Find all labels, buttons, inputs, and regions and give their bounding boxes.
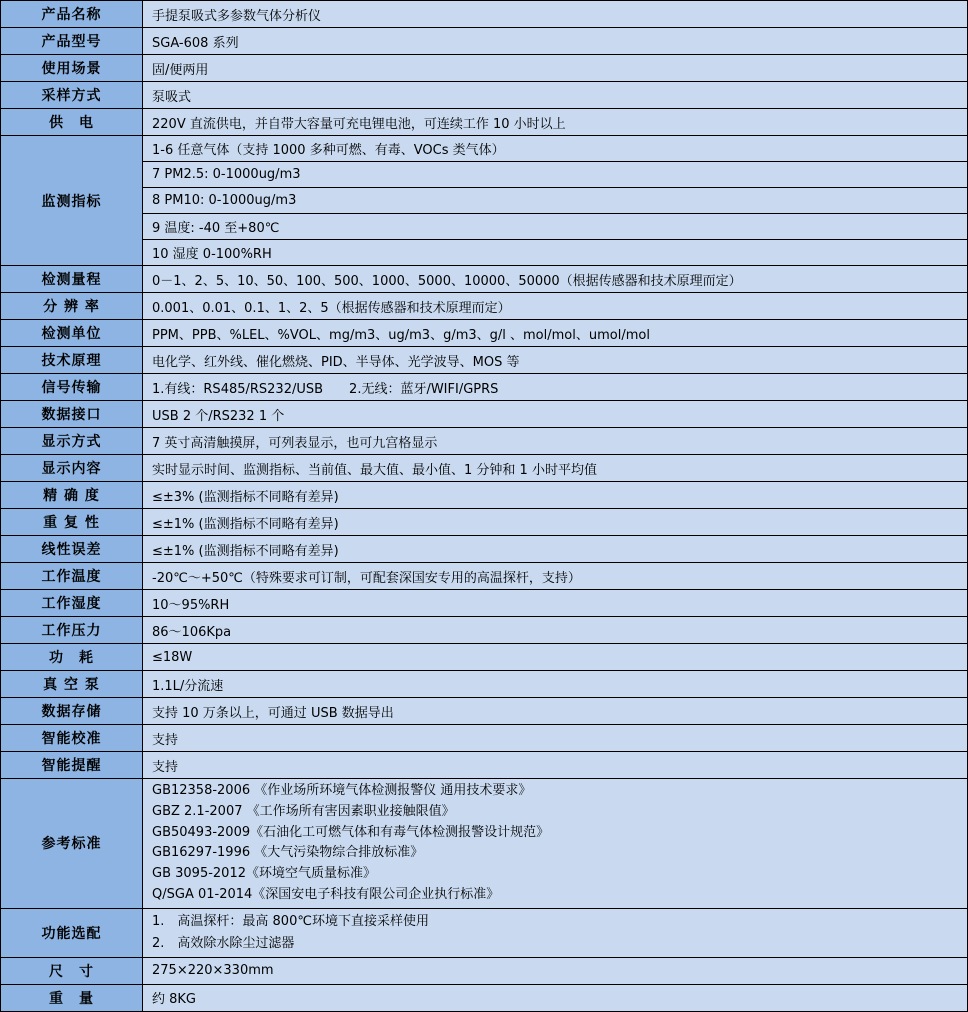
table-row	[1, 482, 968, 509]
spec-value: 9 温度: -40 至+80℃	[143, 214, 968, 240]
spec-value: ≤±3% (监测指标不同略有差异)	[143, 482, 968, 509]
standard-line: GB50493-2009《石油化工可燃气体和有毒气体检测报警设计规范》	[152, 824, 550, 840]
table-row-optional-features	[1, 908, 968, 957]
spec-value: 86～106Kpa	[143, 617, 968, 644]
table-row	[1, 82, 968, 109]
table-row	[1, 984, 968, 1011]
table-row	[1, 644, 968, 671]
spec-label: 数据接口	[1, 401, 143, 428]
spec-value: USB 2 个/RS232 1 个	[143, 401, 968, 428]
spec-label: 使用场景	[1, 55, 143, 82]
spec-value: 275×220×330mm	[143, 957, 968, 984]
table-row	[1, 563, 968, 590]
spec-value: PPM、PPB、%LEL、%VOL、mg/m3、ug/m3、g/m3、g/l 、mol/mol、umol/mol	[143, 320, 968, 347]
table-row	[1, 266, 968, 293]
table-row	[1, 240, 968, 266]
spec-value: 支持	[143, 725, 968, 752]
table-row	[1, 347, 968, 374]
option-line: 1. 高温探杆：最高 800℃环境下直接采样使用	[152, 913, 429, 929]
spec-value: 约 8KG	[143, 984, 968, 1011]
table-row-monitor-indicators	[1, 136, 968, 162]
spec-value: 实时显示时间、监测指标、当前值、最大值、最小值、1 分钟和 1 小时平均值	[143, 455, 968, 482]
spec-label: 尺 寸	[1, 957, 143, 984]
spec-label: 重 复 性	[1, 509, 143, 536]
spec-label: 分 辨 率	[1, 293, 143, 320]
option-line: 2. 高效除水除尘过滤器	[152, 935, 295, 951]
table-row	[1, 590, 968, 617]
table-row	[1, 509, 968, 536]
table-row	[1, 374, 968, 401]
spec-value	[143, 779, 968, 909]
spec-label: 参考标准	[1, 779, 143, 909]
spec-label: 智能校准	[1, 725, 143, 752]
spec-label: 智能提醒	[1, 752, 143, 779]
spec-value: 支持 10 万条以上，可通过 USB 数据导出	[143, 698, 968, 725]
spec-value: 固/便两用	[143, 55, 968, 82]
standard-line: Q/SGA 01-2014《深国安电子科技有限公司企业执行标准》	[152, 886, 500, 902]
spec-value: 1-6 任意气体（支持 1000 多种可燃、有毒、VOCs 类气体）	[143, 136, 968, 162]
spec-value: 0.001、0.01、0.1、1、2、5（根据传感器和技术原理而定）	[143, 293, 968, 320]
spec-label: 产品型号	[1, 28, 143, 55]
spec-label: 供 电	[1, 109, 143, 136]
spec-label: 工作压力	[1, 617, 143, 644]
table-row	[1, 214, 968, 240]
spec-label: 产品名称	[1, 1, 143, 28]
table-row	[1, 401, 968, 428]
table-row	[1, 28, 968, 55]
table-row	[1, 188, 968, 214]
spec-label: 监测指标	[1, 136, 143, 266]
table-row	[1, 55, 968, 82]
spec-label: 采样方式	[1, 82, 143, 109]
spec-label: 检测单位	[1, 320, 143, 347]
table-row	[1, 617, 968, 644]
spec-label: 数据存储	[1, 698, 143, 725]
spec-value	[143, 908, 968, 957]
spec-value: 泵吸式	[143, 82, 968, 109]
table-row	[1, 957, 968, 984]
spec-label: 功 耗	[1, 644, 143, 671]
spec-value: 1.有线：RS485/RS232/USB 2.无线：蓝牙/WIFI/GPRS	[143, 374, 968, 401]
spec-value: 8 PM10: 0-1000ug/m3	[143, 188, 968, 214]
table-row-reference-standards	[1, 779, 968, 909]
table-row	[1, 293, 968, 320]
spec-value: 7 PM2.5: 0-1000ug/m3	[143, 162, 968, 188]
spec-value: -20℃～+50℃（特殊要求可订制，可配套深国安专用的高温探杆，支持）	[143, 563, 968, 590]
table-row	[1, 536, 968, 563]
standard-line: GB16297-1996 《大气污染物综合排放标准》	[152, 845, 424, 861]
spec-value: SGA-608 系列	[143, 28, 968, 55]
spec-value: ≤18W	[143, 644, 968, 671]
spec-label: 技术原理	[1, 347, 143, 374]
spec-label: 信号传输	[1, 374, 143, 401]
standard-line: GB 3095-2012《环境空气质量标准》	[152, 866, 376, 882]
spec-label: 精 确 度	[1, 482, 143, 509]
table-row	[1, 671, 968, 698]
spec-value: 手提泵吸式多参数气体分析仪	[143, 1, 968, 28]
spec-label: 线性误差	[1, 536, 143, 563]
spec-value: ≤±1% (监测指标不同略有差异)	[143, 509, 968, 536]
table-row	[1, 1, 968, 28]
spec-value: 7 英寸高清触摸屏，可列表显示，也可九宫格显示	[143, 428, 968, 455]
spec-value: 1.1L/分流速	[143, 671, 968, 698]
spec-value: 220V 直流供电，并自带大容量可充电锂电池，可连续工作 10 小时以上	[143, 109, 968, 136]
spec-value: 10～95%RH	[143, 590, 968, 617]
table-row	[1, 725, 968, 752]
spec-label: 功能选配	[1, 908, 143, 957]
spec-label: 显示内容	[1, 455, 143, 482]
table-row	[1, 109, 968, 136]
table-row	[1, 320, 968, 347]
spec-value: 电化学、红外线、催化燃烧、PID、半导体、光学波导、MOS 等	[143, 347, 968, 374]
spec-label: 重 量	[1, 984, 143, 1011]
spec-value: 支持	[143, 752, 968, 779]
spec-value: 0－1、2、5、10、50、100、500、1000、5000、10000、50000（根据传感器和技术原理而定）	[143, 266, 968, 293]
spec-label: 工作湿度	[1, 590, 143, 617]
standard-line: GBZ 2.1-2007 《工作场所有害因素职业接触限值》	[152, 803, 455, 819]
table-row	[1, 162, 968, 188]
table-row	[1, 428, 968, 455]
spec-label: 检测量程	[1, 266, 143, 293]
spec-label: 显示方式	[1, 428, 143, 455]
spec-value: 10 湿度 0-100%RH	[143, 240, 968, 266]
spec-label: 工作温度	[1, 563, 143, 590]
spec-value: ≤±1% (监测指标不同略有差异)	[143, 536, 968, 563]
table-row	[1, 698, 968, 725]
table-row	[1, 752, 968, 779]
spec-label: 真 空 泵	[1, 671, 143, 698]
standard-line: GB12358-2006 《作业场所环境气体检测报警仪 通用技术要求》	[152, 783, 532, 798]
table-row	[1, 455, 968, 482]
